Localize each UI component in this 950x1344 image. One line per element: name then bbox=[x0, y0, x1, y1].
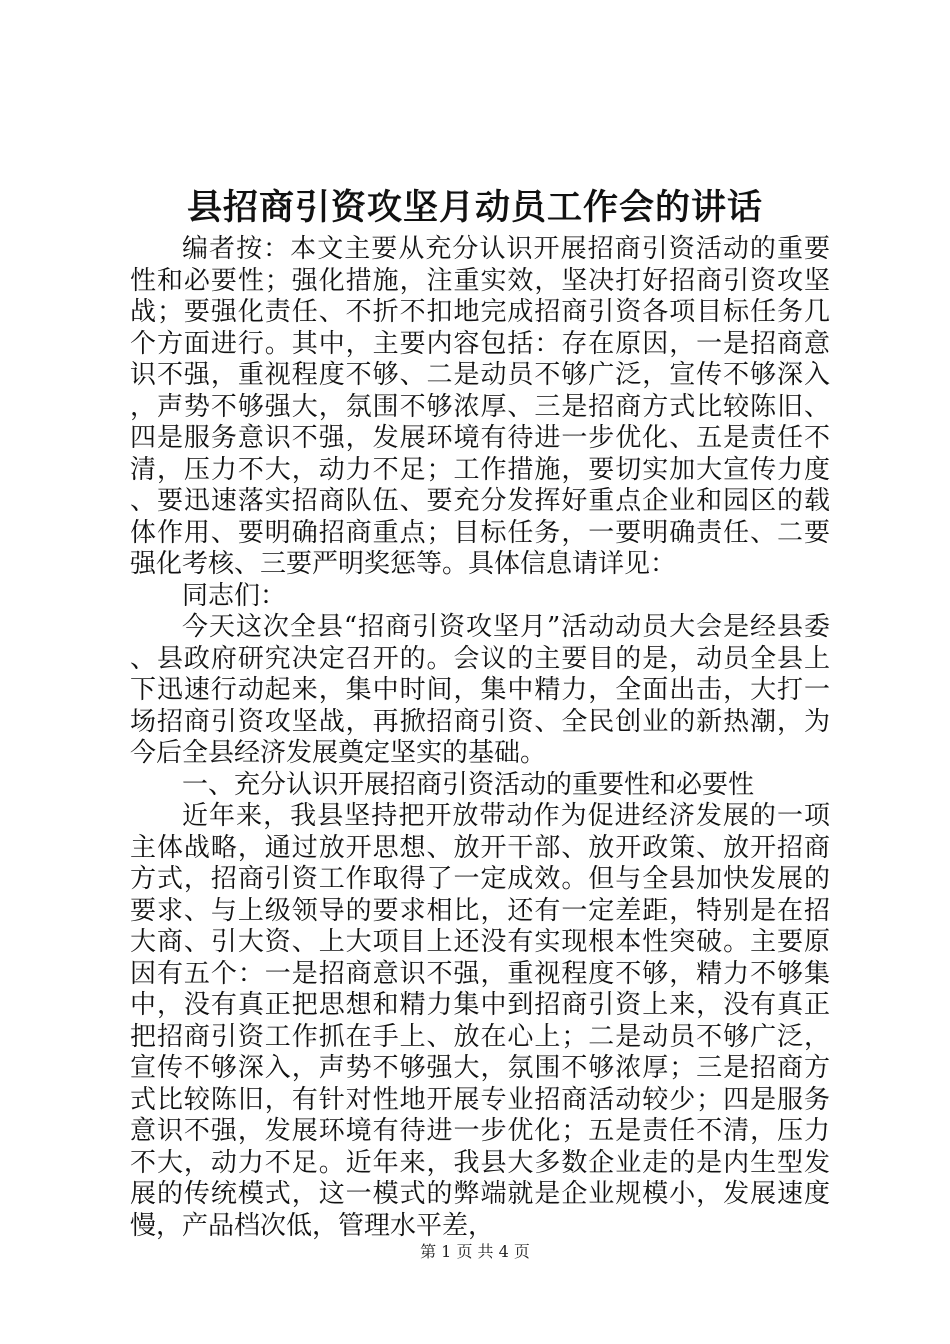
section-heading-1: 一、充分认识开展招商引资活动的重要性和必要性 bbox=[182, 769, 755, 800]
editor-note-paragraph: 编者按：本文主要从充分认识开展招商引资活动的重要性和必要性；强化措施，注重实效，坚决打好招商引资攻坚战；要强化责任、不折不扣地完成招商引资各项目标任务几个方面进行。其中，主要内容包括：存在原因，一是招商意识不强，重视程度不够、二是动员不够广泛，宣传不够深入，声势不够强大，氛围不够浓厚、三是招商方式比较陈旧、四是服务意识不强，发展环境有待进一步优化、五是责任不清，压力不大，动力不足；工作措施，要切实加大宣传力度、要迅速落实招商队伍、要充分发挥好重点企业和园区的载体作用、要明确招商重点；目标任务，一要明确责任、二要强化考核、三要严明奖惩等。具体信息请详见： bbox=[130, 234, 830, 579]
page-footer: 第 1 页 共 4 页 bbox=[420, 1242, 530, 1261]
opening-paragraph: 今天这次全县“招商引资攻坚月”活动动员大会是经县委、县政府研究决定召开的。会议的主要目的是，动员全县上下迅速行动起来，集中时间，集中精力，全面出击，大打一场招商引资攻坚战，再掀招商引资、全民创业的新热潮，为今后全县经济发展奠定坚实的基础。 bbox=[130, 612, 830, 768]
document-body bbox=[130, 234, 830, 1242]
salutation-paragraph: 同志们： bbox=[182, 580, 287, 611]
document-title: 县招商引资攻坚月动员工作会的讲话 bbox=[186, 187, 763, 228]
section-1-paragraph: 近年来，我县坚持把开放带动作为促进经济发展的一项主体战略，通过放开思想、放开干部、放开政策、放开招商方式，招商引资工作取得了一定成效。但与全县加快发展的要求、与上级领导的要求相比，还有一定差距，特别是在招大商、引大资、上大项目上还没有实现根本性突破。主要原因有五个：一是招商意识不强，重视程度不够，精力不够集中，没有真正把思想和精力集中到招商引资上来，没有真正把招商引资工作抓在手上、放在心上；二是动员不够广泛，宣传不够深入，声势不够强大，氛围不够浓厚；三是招商方式比较陈旧，有针对性地开展专业招商活动较少；四是服务意识不强，发展环境有待进一步优化；五是责任不清，压力不大，动力不足。近年来，我县大多数企业走的是内生型发展的传统模式，这一模式的弊端就是企业规模小，发展速度慢，产品档次低，管理水平差， bbox=[130, 801, 830, 1241]
